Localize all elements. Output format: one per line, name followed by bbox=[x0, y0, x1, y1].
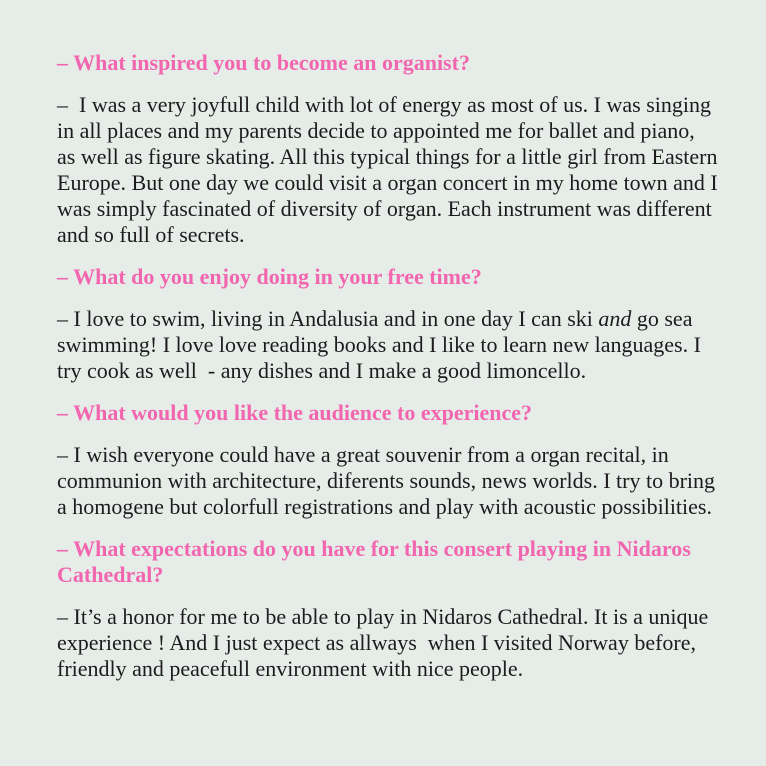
question-heading-1: – What inspired you to become an organist? bbox=[57, 50, 470, 75]
answer-text-2b: go sea swimming! I love love reading books and I like to learn new languages. I try cook as well - any dishes and I make a good limoncello. bbox=[57, 306, 707, 383]
answer-paragraph-4 bbox=[57, 604, 718, 682]
answer-paragraph-2 bbox=[57, 306, 718, 384]
answer-text-2a: – I love to swim, living in Andalusia and in one day I can ski bbox=[57, 306, 599, 331]
answer-text-4: – It’s a honor for me to be able to play in Nidaros Cathedral. It is a unique experience ! And I just expect as allways when I visited Norway before, friendly and peacefull environment with nice people. bbox=[57, 604, 714, 681]
question-heading-4: – What expectations do you have for this consert playing in Nidaros Cathedral? bbox=[57, 536, 697, 587]
qa-section-4 bbox=[57, 536, 718, 682]
question-heading-3: – What would you like the audience to experience? bbox=[57, 400, 533, 425]
qa-section-1 bbox=[57, 50, 724, 248]
answer-text-3: – I wish everyone could have a great souvenir from a organ recital, in communion with architecture, diferents sounds, news worlds. I try to bring a homogene but colorfull registrations and play with acoustic possibilities. bbox=[57, 442, 721, 519]
question-heading-2: – What do you enjoy doing in your free time? bbox=[57, 264, 482, 289]
qa-section-3 bbox=[57, 400, 721, 520]
answer-paragraph-3 bbox=[57, 442, 721, 520]
answer-text-2-italic: and bbox=[598, 306, 632, 331]
answer-paragraph-1 bbox=[57, 92, 724, 248]
answer-text-1: – I was a very joyfull child with lot of energy as most of us. I was singing in all places and my parents decide to appointed me for ballet and piano, as well as figure skating. All this typical things for a little girl from Eastern Europe. But one day we could visit a organ concert in my home town and I was simply fascinated of diversity of organ. Each instrument was different and so full of secrets. bbox=[57, 92, 724, 247]
qa-section-2 bbox=[57, 264, 718, 384]
